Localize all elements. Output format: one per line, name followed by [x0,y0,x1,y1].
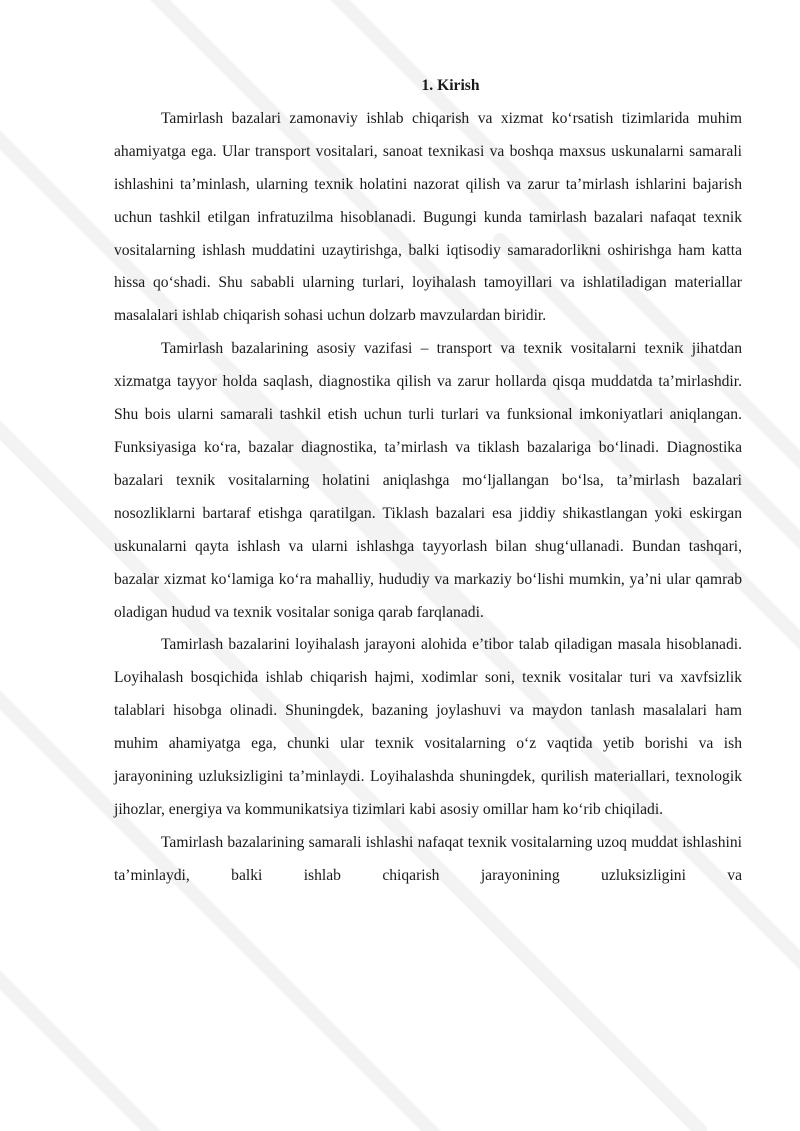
paragraph-4: Tamirlash bazalarining samarali ishlashi nafaqat texnik vositalarning uzoq muddat ishlashini ta’minlaydi, balki ishlab chiqarish jarayonining uzluksizligini va [114,833,742,884]
paragraph-3: Tamirlash bazalarini loyihalash jarayoni alohida e’tibor talab qiladigan masala hisoblanadi. Loyihalash bosqichida ishlab chiqarish hajmi, xodimlar soni, texnik vositalar turi va xavfsizlik talablari hisobga olinadi. Shuningdek, bazaning joylashuvi va maydon tanlash masalalari ham muhim ahamiyatga ega, chunki ular texnik vositalarning o‘z vaqtida yetib borishi va ish jarayonining uzluksizligini ta’minlaydi. Loyihalashda shuningdek, qurilish materiallari, texnologik jihozlar, energiya va kommunikatsiya tizimlari kabi asosiy omillar ham ko‘rib chiqiladi. [114,636,742,818]
document-body [114,70,742,893]
paragraph-2: Tamirlash bazalarining asosiy vazifasi – transport va texnik vositalarni texnik jihatdan xizmatga tayyor holda saqlash, diagnostika qilish va zarur hollarda qisqa muddatda ta’mirlashdir. Shu bois ularni samarali tashkil etish uchun turli turlari va funksional imkoniyatlari aniqlangan. Funksiyasiga ko‘ra, bazalar diagnostika, ta’mirlash va tiklash bazalariga bo‘linadi. Diagnostika bazalari texnik vositalarning holatini aniqlashga mo‘ljallangan bo‘lsa, ta’mirlash bazalari nosozliklarni bartaraf etishga qaratilgan. Tiklash bazalari esa jiddiy shikastlangan yoki eskirgan uskunalarni qayta ishlash va ularni ishlashga tayyorlash bilan shug‘ullanadi. Bundan tashqari, bazalar xizmat ko‘lamiga ko‘ra mahalliy, hududiy va markaziy bo‘lishi mumkin, ya’ni ular qamrab oladigan hudud va texnik vositalar soniga qarab farqlanadi. [114,340,742,621]
section-heading: 1. Kirish [421,77,480,94]
paragraph-1: Tamirlash bazalari zamonaviy ishlab chiqarish va xizmat ko‘rsatish tizimlarida muhim ahamiyatga ega. Ular transport vositalari, sanoat texnikasi va boshqa maxsus uskunalarni samarali ishlashini ta’minlash, ularning texnik holatini nazorat qilish va zarur ta’mirlash ishlarini bajarish uchun tashkil etilgan infratuzilma hisoblanadi. Bugungi kunda tamirlash bazalari nafaqat texnik vositalarning ishlash muddatini uzaytirishga, balki iqtisodiy samaradorlikni oshirishga ham katta hissa qo‘shadi. Shu sababli ularning turlari, loyihalash tamoyillari va ishlatiladigan materiallar masalalari ishlab chiqarish sohasi uchun dolzarb mavzulardan biridir. [114,109,742,325]
